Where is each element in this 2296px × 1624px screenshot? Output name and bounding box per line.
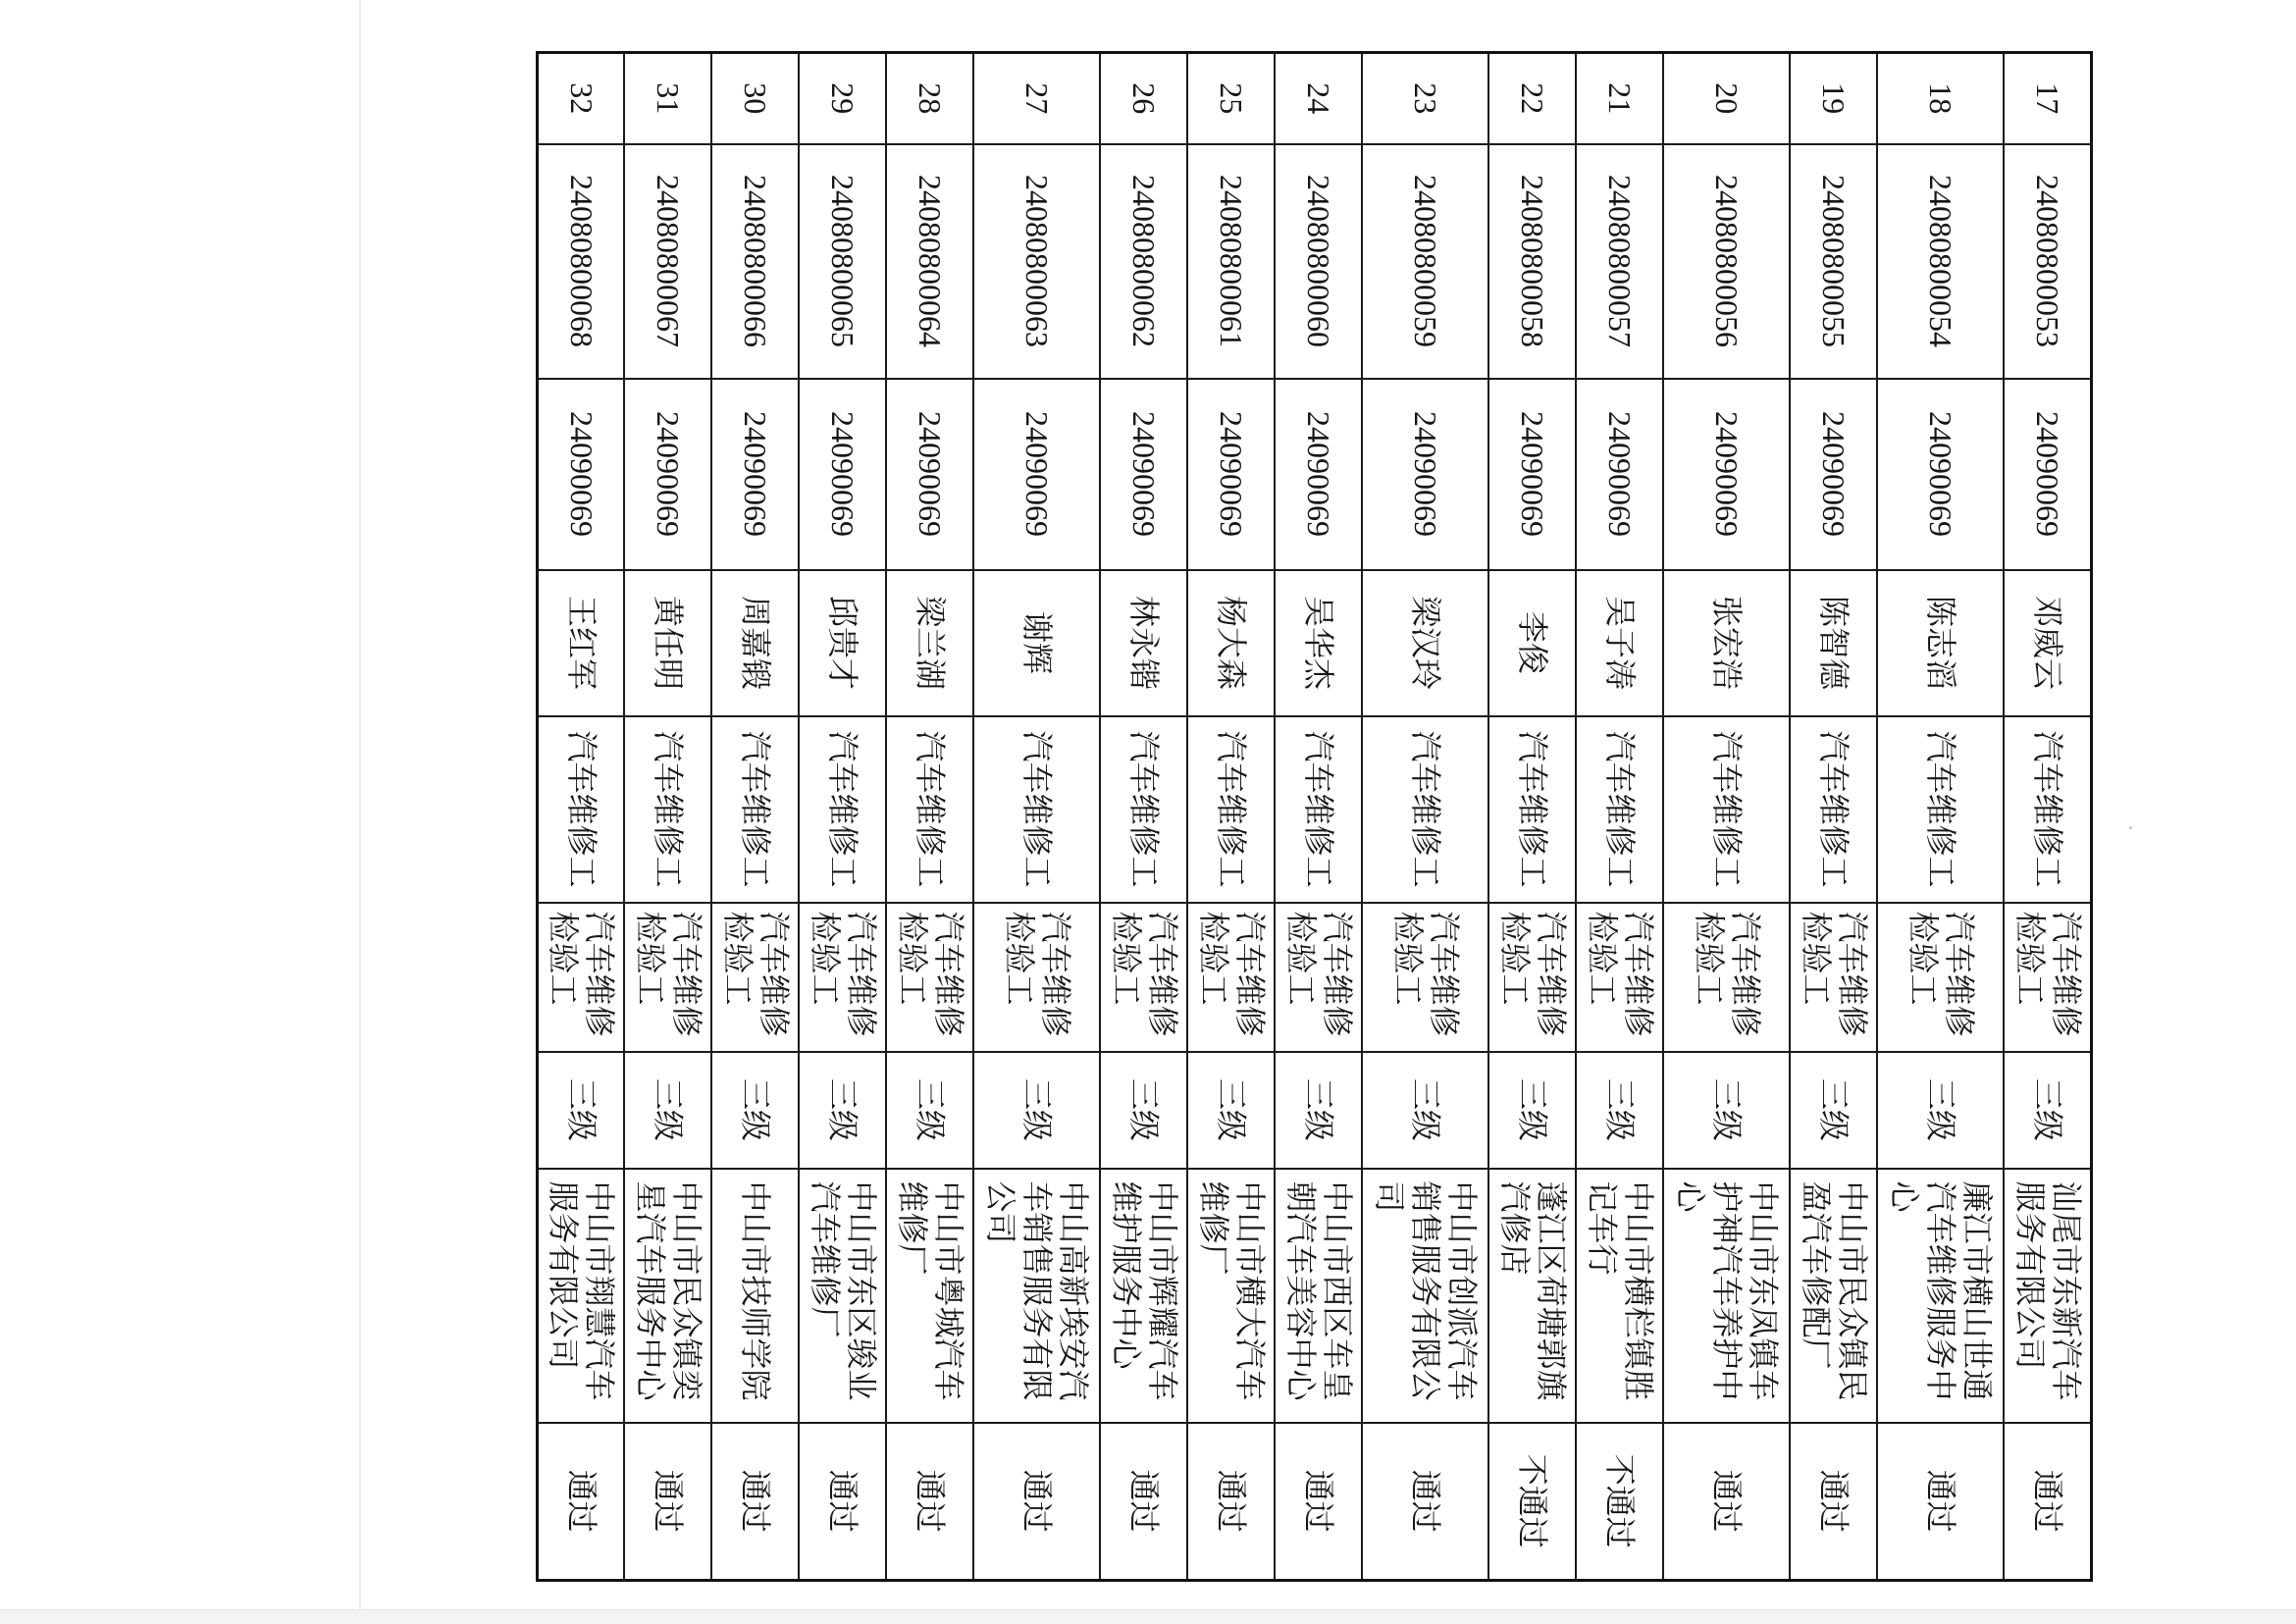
level-cell: 三级 [974,1052,1101,1169]
level-cell: 三级 [712,1052,800,1169]
candidate-name-cell: 王红军 [538,570,625,716]
employer-line: 公司 [983,1180,1019,1244]
table-row [1489,53,1577,1581]
work-type-cell [1276,903,1363,1052]
result-cell: 通过 [1188,1423,1276,1581]
row-number-cell: 26 [1101,53,1188,144]
work-type-cell [1878,903,2005,1052]
work-type-line: 汽车维修 [1621,911,1656,1037]
occupation-cell: 汽车维修工 [538,716,625,903]
employer-cell [1101,1169,1188,1423]
work-type-cell [1577,903,1664,1052]
row-number-cell: 17 [2005,53,2092,144]
occupation-cell: 汽车维修工 [1791,716,1878,903]
work-type-line: 汽车维修 [1835,911,1870,1037]
employer-line: 中山市东区骏业 [844,1180,879,1401]
work-type-line: 检验工 [1692,911,1727,1006]
batch-number-cell: 24090069 [1363,379,1489,570]
work-type-line: 汽车维修 [582,911,618,1037]
level-cell: 三级 [1878,1052,2005,1169]
rotated-page [539,51,2093,1579]
work-type-line: 检验工 [1799,911,1834,1006]
candidate-name-cell: 林永锴 [1101,570,1188,716]
exam-id-cell: 24080800066 [712,144,800,379]
employer-line: 心 [1673,1180,1709,1213]
row-number-cell: 19 [1791,53,1878,144]
work-type-line: 检验工 [1002,911,1037,1006]
candidate-name-cell: 梁兰湖 [887,570,974,716]
occupation-cell: 汽车维修工 [1188,716,1276,903]
employer-line: 销售服务有限公 [1408,1180,1444,1401]
work-type-line: 检验工 [2011,911,2048,1006]
scan-edge-bottom [0,1609,2296,1624]
employer-cell [1489,1169,1577,1423]
work-type-line: 汽车维修 [1728,911,1763,1037]
employer-line: 中山市翔慧汽车 [582,1180,618,1401]
work-type-cell [2005,903,2092,1052]
employer-cell [974,1169,1101,1423]
candidate-name-cell: 邓威云 [2005,570,2092,716]
work-type-line: 检验工 [1905,911,1941,1006]
row-number-cell: 27 [974,53,1101,144]
work-type-cell [1791,903,1878,1052]
work-type-line: 汽车维修 [1427,911,1462,1037]
work-type-line: 汽车维修 [844,911,879,1037]
result-cell: 通过 [1878,1423,2005,1581]
work-type-cell [887,903,974,1052]
batch-number-cell: 24090069 [625,379,712,570]
level-cell: 三级 [887,1052,974,1169]
batch-number-cell: 24090069 [974,379,1101,570]
batch-number-cell: 24090069 [1577,379,1664,570]
result-cell: 通过 [538,1423,625,1581]
employer-line: 维护服务中心 [1109,1180,1144,1370]
level-cell: 三级 [1577,1052,1664,1169]
work-type-cell [1489,903,1577,1052]
work-type-line: 检验工 [808,911,843,1006]
row-number-cell: 18 [1878,53,2005,144]
exam-id-cell: 24080800054 [1878,144,2005,379]
result-cell: 通过 [800,1423,887,1581]
employer-line: 中山市民众镇民 [1835,1180,1870,1401]
employer-line: 中山市辉耀汽车 [1145,1180,1180,1401]
work-type-line: 检验工 [1283,911,1319,1006]
table-row [1276,53,1363,1581]
employer-cell [625,1169,712,1423]
employer-line: 护神汽车养护中 [1709,1180,1746,1401]
result-cell: 通过 [712,1423,800,1581]
result-cell: 通过 [974,1423,1101,1581]
work-type-cell [625,903,712,1052]
occupation-cell: 汽车维修工 [1878,716,2005,903]
candidate-name-cell: 李俊 [1489,570,1577,716]
candidate-name-cell: 梁汉玲 [1363,570,1489,716]
scan-edge-vertical [359,0,361,1623]
work-type-cell [1101,903,1188,1052]
employer-line: 汽车维修服务中 [1923,1180,1959,1401]
level-cell: 三级 [625,1052,712,1169]
table-row [1363,53,1489,1581]
work-type-line: 检验工 [1390,911,1426,1006]
employer-line: 中山市技师学院 [738,1180,774,1401]
level-cell: 三级 [2005,1052,2092,1169]
exam-id-cell: 24080800059 [1363,144,1489,379]
candidate-name-cell: 吴子涛 [1577,570,1664,716]
candidate-name-cell: 吴华杰 [1276,570,1363,716]
employer-cell [1188,1169,1276,1423]
row-number-cell: 31 [625,53,712,144]
candidate-name-cell: 陈志滔 [1878,570,2005,716]
batch-number-cell: 24090069 [887,379,974,570]
occupation-cell: 汽车维修工 [887,716,974,903]
row-number-cell: 25 [1188,53,1276,144]
employer-cell [712,1169,800,1423]
result-cell: 不通过 [1577,1423,1664,1581]
work-type-line: 检验工 [720,911,756,1006]
employer-line: 记车行 [1585,1180,1620,1276]
occupation-cell: 汽车维修工 [974,716,1101,903]
employer-line: 汽修店 [1497,1180,1533,1276]
work-type-line: 汽车维修 [1232,911,1268,1037]
occupation-cell: 汽车维修工 [1101,716,1188,903]
batch-number-cell: 24090069 [1489,379,1577,570]
level-cell: 三级 [800,1052,887,1169]
employer-cell [1664,1169,1791,1423]
batch-number-cell: 24090069 [1878,379,2005,570]
result-cell: 通过 [625,1423,712,1581]
row-number-cell: 23 [1363,53,1489,144]
work-type-line: 汽车维修 [1038,911,1073,1037]
work-type-line: 检验工 [1497,911,1533,1006]
result-cell: 通过 [887,1423,974,1581]
result-cell: 通过 [1276,1423,1363,1581]
employer-line: 车销售服务有限 [1019,1180,1056,1401]
work-type-cell [712,903,800,1052]
occupation-cell: 汽车维修工 [1664,716,1791,903]
exam-id-cell: 24080800067 [625,144,712,379]
table-row [538,53,625,1581]
exam-id-cell: 24080800062 [1101,144,1188,379]
employer-line: 中山市粤城汽车 [931,1180,966,1401]
table-row [1664,53,1791,1581]
occupation-cell: 汽车维修工 [1276,716,1363,903]
candidate-name-cell: 谢辉 [974,570,1101,716]
employer-line: 中山市西区车皇 [1320,1180,1355,1401]
level-cell: 三级 [538,1052,625,1169]
work-type-cell [538,903,625,1052]
work-type-line: 汽车维修 [2048,911,2084,1037]
batch-number-cell: 24090069 [1101,379,1188,570]
occupation-cell: 汽车维修工 [800,716,887,903]
row-number-cell: 22 [1489,53,1577,144]
work-type-cell [1363,903,1489,1052]
batch-number-cell: 24090069 [1188,379,1276,570]
employer-cell [887,1169,974,1423]
occupation-cell: 汽车维修工 [712,716,800,903]
table-row [625,53,712,1581]
level-cell: 三级 [1489,1052,1577,1169]
employer-cell [1363,1169,1489,1423]
employer-line: 中山市横栏镇胜 [1621,1180,1656,1401]
candidate-name-cell: 杨大森 [1188,570,1276,716]
employer-line: 汕尾市东新汽车 [2048,1180,2084,1401]
work-type-line: 汽车维修 [1145,911,1180,1037]
work-type-cell [1664,903,1791,1052]
work-type-line: 汽车维修 [1942,911,1977,1037]
employer-cell [1577,1169,1664,1423]
work-type-line: 汽车维修 [669,911,704,1037]
candidate-name-cell: 周嘉锻 [712,570,800,716]
table-row [887,53,974,1581]
candidate-name-cell: 陈智德 [1791,570,1878,716]
scan-speck [2129,826,2132,829]
employer-cell [1878,1169,2005,1423]
employer-line: 司 [1372,1180,1408,1213]
level-cell: 三级 [1664,1052,1791,1169]
employer-line: 中山市东凤镇车 [1746,1180,1782,1401]
employer-cell [1276,1169,1363,1423]
work-type-line: 检验工 [1109,911,1144,1006]
table-row [1188,53,1276,1581]
table-body [538,53,2092,1581]
employer-line: 廉江市横山世通 [1959,1180,1996,1401]
work-type-line: 汽车维修 [757,911,792,1037]
exam-id-cell: 24080800068 [538,144,625,379]
exam-id-cell: 24080800063 [974,144,1101,379]
occupation-cell: 汽车维修工 [1489,716,1577,903]
work-type-line: 汽车维修 [931,911,966,1037]
employer-line: 中山高新埃安汽 [1056,1180,1092,1401]
employer-line: 汽车维修厂 [808,1180,843,1338]
exam-id-cell: 24080800060 [1276,144,1363,379]
employer-line: 服务有限公司 [2011,1180,2048,1370]
exam-id-cell: 24080800061 [1188,144,1276,379]
row-number-cell: 30 [712,53,800,144]
row-number-cell: 28 [887,53,974,144]
candidate-name-cell: 邱贵才 [800,570,887,716]
batch-number-cell: 24090069 [800,379,887,570]
exam-id-cell: 24080800053 [2005,144,2092,379]
occupation-cell: 汽车维修工 [1363,716,1489,903]
row-number-cell: 32 [538,53,625,144]
employer-cell [800,1169,887,1423]
candidate-name-cell: 黄任明 [625,570,712,716]
employer-line: 中山市创派汽车 [1444,1180,1481,1401]
table-row [1101,53,1188,1581]
result-cell: 通过 [1791,1423,1878,1581]
employer-cell [1791,1169,1878,1423]
candidate-name-cell: 张宏浩 [1664,570,1791,716]
employer-line: 朝汽车美容中心 [1283,1180,1319,1401]
batch-number-cell: 24090069 [1276,379,1363,570]
work-type-line: 汽车维修 [1320,911,1355,1037]
occupation-cell: 汽车维修工 [2005,716,2092,903]
batch-number-cell: 24090069 [538,379,625,570]
table-row [1791,53,1878,1581]
batch-number-cell: 24090069 [1791,379,1878,570]
result-cell: 不通过 [1489,1423,1577,1581]
work-type-cell [800,903,887,1052]
work-type-line: 检验工 [895,911,930,1006]
table-row [2005,53,2092,1581]
table-row [974,53,1101,1581]
result-cell: 通过 [1664,1423,1791,1581]
batch-number-cell: 24090069 [712,379,800,570]
employer-line: 蓬江区荷塘郭旗 [1534,1180,1569,1401]
work-type-line: 检验工 [633,911,668,1006]
level-cell: 三级 [1791,1052,1878,1169]
table-row [1878,53,2005,1581]
result-cell: 通过 [1101,1423,1188,1581]
row-number-cell: 21 [1577,53,1664,144]
level-cell: 三级 [1188,1052,1276,1169]
employer-cell [2005,1169,2092,1423]
work-type-line: 检验工 [546,911,582,1006]
table-row [1577,53,1664,1581]
batch-number-cell: 24090069 [1664,379,1791,570]
result-cell: 通过 [1363,1423,1489,1581]
exam-id-cell: 24080800056 [1664,144,1791,379]
employer-line: 服务有限公司 [546,1180,582,1370]
exam-id-cell: 24080800058 [1489,144,1577,379]
work-type-cell [1188,903,1276,1052]
result-cell: 通过 [2005,1423,2092,1581]
work-type-line: 检验工 [1585,911,1620,1006]
row-number-cell: 20 [1664,53,1791,144]
table-row [712,53,800,1581]
exam-id-cell: 24080800065 [800,144,887,379]
exam-id-cell: 24080800057 [1577,144,1664,379]
work-type-cell [974,903,1101,1052]
occupation-cell: 汽车维修工 [625,716,712,903]
employer-line: 维修厂 [1196,1180,1231,1276]
level-cell: 三级 [1101,1052,1188,1169]
employer-line: 维修厂 [895,1180,930,1276]
batch-number-cell: 24090069 [2005,379,2092,570]
employer-line: 中山市横大汽车 [1232,1180,1268,1401]
employer-line: 盈汽车修配厂 [1799,1180,1834,1370]
employer-line: 心 [1887,1180,1923,1213]
row-number-cell: 29 [800,53,887,144]
employer-line: 星汽车服务中心 [633,1180,668,1401]
row-number-cell: 24 [1276,53,1363,144]
assessment-result-table [536,51,2093,1582]
work-type-line: 检验工 [1196,911,1231,1006]
exam-id-cell: 24080800055 [1791,144,1878,379]
occupation-cell: 汽车维修工 [1577,716,1664,903]
table-row [800,53,887,1581]
employer-cell [538,1169,625,1423]
employer-line: 中山市民众镇奕 [669,1180,704,1401]
work-type-line: 汽车维修 [1534,911,1569,1037]
level-cell: 三级 [1363,1052,1489,1169]
level-cell: 三级 [1276,1052,1363,1169]
exam-id-cell: 24080800064 [887,144,974,379]
